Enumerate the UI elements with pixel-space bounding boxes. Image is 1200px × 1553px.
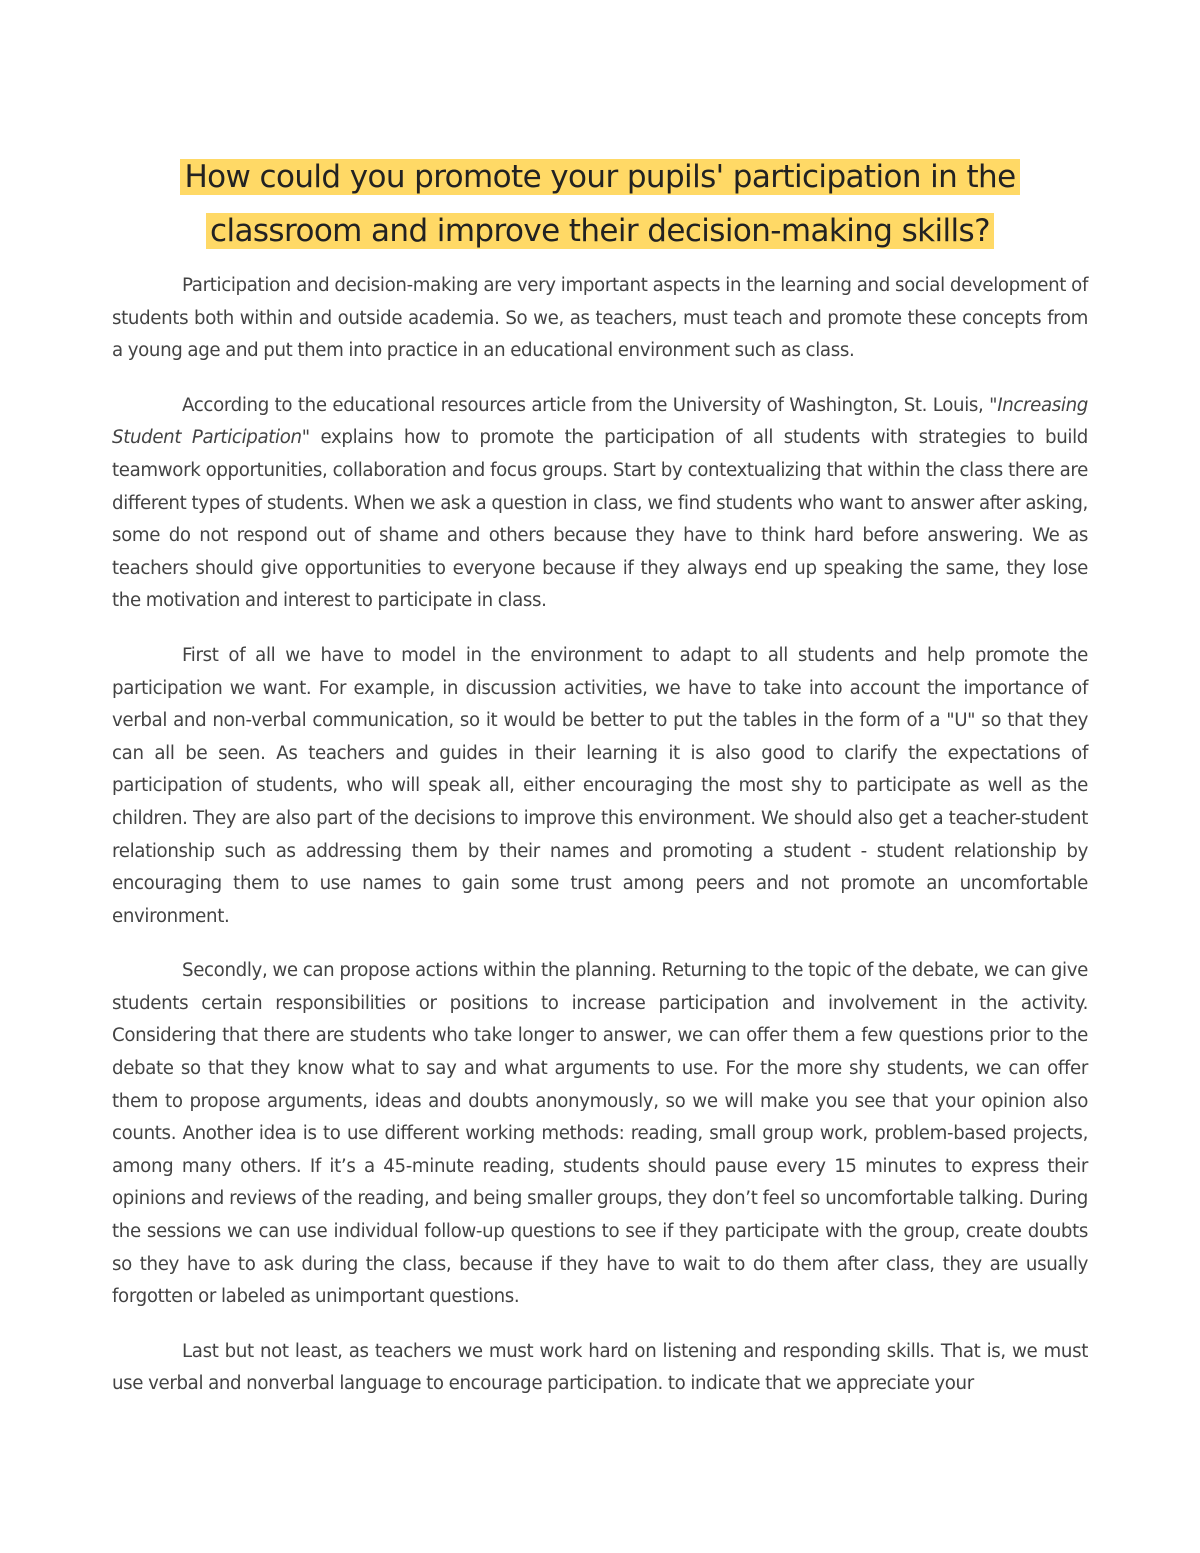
title-highlight: How could you promote your pupils' participation in the classroom and improve their decision-making skills? — [180, 159, 1019, 249]
paragraph-article-reference — [112, 390, 1088, 618]
paragraph-introduction: Participation and decision-making are very important aspects in the learning and social development of students both within and outside academia. So we, as teachers, must teach and promote these concepts from a young age and put them into practice in an educational environment such as class. — [112, 275, 1088, 362]
paragraph-last-but-not-least: Last but not least, as teachers we must work hard on listening and responding skills. That is, we must use verbal and nonverbal language to encourage participation. to indicate that we appreciate your — [112, 1340, 1088, 1395]
paragraph-first-of-all: First of all we have to model in the environment to adapt to all students and help promote the participation we want. For example, in discussion activities, we have to take into account the importance of verbal and non-verbal communication, so it would be better to put the tables in the form of a "U" so that they can all be seen. As teachers and guides in their learning it is also good to clarify the expectations of participation of students, who will speak all, either encouraging the most shy to participate as well as the children. They are also part of the decisions to improve this environment. We should also get a teacher-student relationship such as addressing them by their names and promoting a student - student relationship by encouraging them to use names to gain some trust among peers and not promote an uncomfortable environment. — [112, 644, 1088, 927]
paragraph-text: " explains how to promote the participation of all students with strategies to build teamwork opportunities, collaboration and focus groups. Start by contextualizing that within the class there are different types of students. When we ask a question in class, we find students who want to answer after asking, some do not respond out of shame and others because they have to think hard before answering. We as teachers should give opportunities to everyone because if they always end up speaking the same, they lose the motivation and interest to participate in class. — [112, 427, 1088, 612]
paragraph-secondly: Secondly, we can propose actions within the planning. Returning to the topic of the debate, we can give students certain responsibilities or positions to increase participation and involvement in the activity. Considering that there are students who take longer to answer, we can offer them a few questions prior to the debate so that they know what to say and what arguments to use. For the more shy students, we can offer them to propose arguments, ideas and doubts anonymously, so we will make you see that your opinion also counts. Another idea is to use different working methods: reading, small group work, problem-based projects, among many others. If it’s a 45-minute reading, students should pause every 15 minutes to express their opinions and reviews of the reading, and being smaller groups, they don’t feel so uncomfortable talking. During the sessions we can use individual follow-up questions to see if they participate with the group, create doubts so they have to ask during the class, because if they have to wait to do them after class, they are usually forgotten or labeled as unimportant questions. — [112, 960, 1088, 1308]
document-page — [112, 150, 1088, 1423]
document-title — [112, 150, 1088, 258]
paragraph-text: According to the educational resources article from the University of Washington, St. Louis, " — [182, 394, 998, 416]
article-title-italic: Increasing Student Participation — [112, 394, 1088, 449]
